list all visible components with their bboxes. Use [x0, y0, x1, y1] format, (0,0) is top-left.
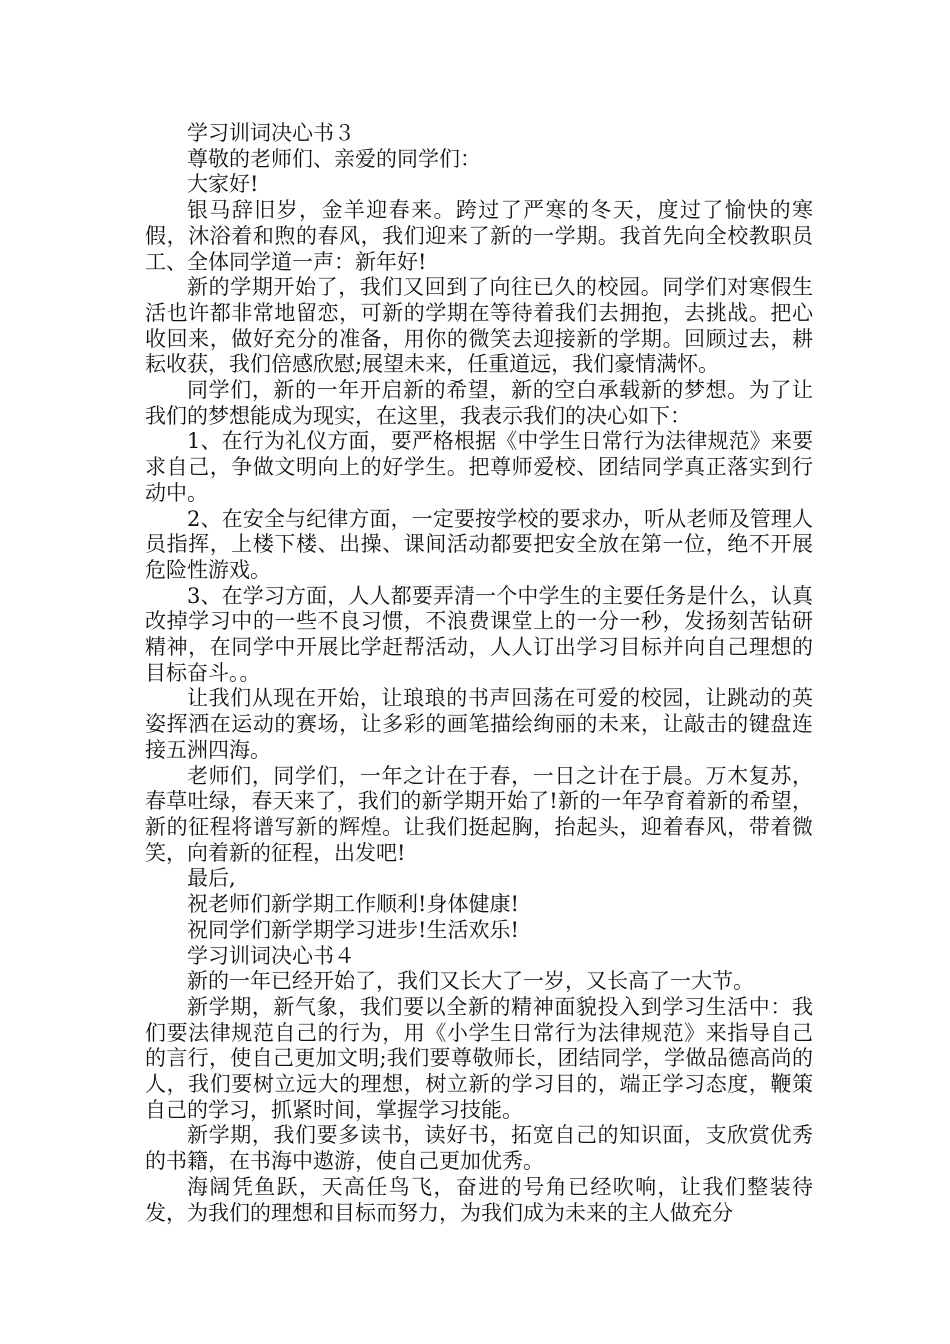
greeting-recipients: 尊敬的老师们、亲爱的同学们：: [187, 146, 481, 171]
resolution-item-2: 2、在安全与纪律方面，一定要按学校的要求办，听从老师及管理人员指挥，上楼下楼、出操、课间活动都要把安全放在第一位，绝不开展危险性游戏。: [145, 506, 813, 582]
resolution-item-1: 1、在行为礼仪方面，要严格根据《中学生日常行为法律规范》来要求自己，争做文明向上的好学生。把尊师爱校、团结同学真正落实到行动中。: [145, 429, 813, 505]
paragraph: 同学们，新的一年开启新的希望，新的空白承载新的梦想。为了让我们的梦想能成为现实，在这里，我表示我们的决心如下：: [145, 378, 813, 428]
paragraph: 新的学期开始了，我们又回到了向往已久的校园。同学们对寒假生活也许都非常地留恋，可新的学期在等待着我们去拥抱，去挑战。把心收回来，做好充分的准备，用你的微笑去迎接新的学期。回顾过去，耕耘收获，我们倍感欣慰;展望未来，任重道远，我们豪情满怀。: [145, 275, 813, 377]
paragraph: 银马辞旧岁，金羊迎春来。跨过了严寒的冬天，度过了愉快的寒假，沐浴着和煦的春风，我们迎来了新的一学期。我首先向全校教职员工、全体同学道一声：新年好!: [145, 198, 813, 274]
paragraph: 新学期，新气象，我们要以全新的精神面貌投入到学习生活中：我们要法律规范自己的行为，用《小学生日常行为法律规范》来指导自己的言行，使自己更加文明;我们要尊敬师长，团结同学，学做品德高尚的人，我们要树立远大的理想，树立新的学习目的，端正学习态度，鞭策自己的学习，抓紧时间，掌握学习技能。: [145, 994, 813, 1122]
resolution-item-3: 3、在学习方面，人人都要弄清一个中学生的主要任务是什么，认真改掉学习中的一些不良习惯，不浪费课堂上的一分一秒，发扬刻苦钻研精神，在同学中开展比学赶帮活动，人人订出学习目标并向自己理想的目标奋斗。。: [145, 583, 813, 685]
section-4-title: 学习训词决心书４: [187, 943, 355, 968]
closing-wish-teachers: 祝老师们新学期工作顺利!身体健康!: [187, 892, 519, 917]
closing-lead: 最后,: [187, 866, 236, 891]
paragraph: 新学期，我们要多读书，读好书，拓宽自己的知识面，支欣赏优秀的书籍，在书海中遨游，使自己更加优秀。: [145, 1123, 813, 1174]
closing-wish-students: 祝同学们新学期学习进步!生活欢乐!: [187, 917, 519, 942]
greeting-hello: 大家好!: [187, 172, 259, 197]
paragraph: 新的一年已经开始了，我们又长大了一岁，又长高了一大节。: [187, 969, 754, 994]
paragraph: 老师们，同学们，一年之计在于春，一日之计在于晨。万木复苏，春草吐绿，春天来了，我们的新学期开始了!新的一年孕育着新的希望，新的征程将谱写新的辉煌。让我们挺起胸，抬起头，迎着春风，带着微笑，向着新的征程，出发吧!: [145, 763, 813, 865]
paragraph: 让我们从现在开始，让琅琅的书声回荡在可爱的校园，让跳动的英姿挥洒在运动的赛场，让多彩的画笔描绘绚丽的未来，让敲击的键盘连接五洲四海。: [145, 686, 813, 762]
document-body: [145, 121, 813, 1226]
section-3-title: 学习训词决心书３: [187, 121, 355, 145]
paragraph: 海阔凭鱼跃，天高任鸟飞，奋进的号角已经吹响，让我们整装待发，为我们的理想和目标而努力，为我们成为未来的主人做充分: [145, 1174, 813, 1225]
